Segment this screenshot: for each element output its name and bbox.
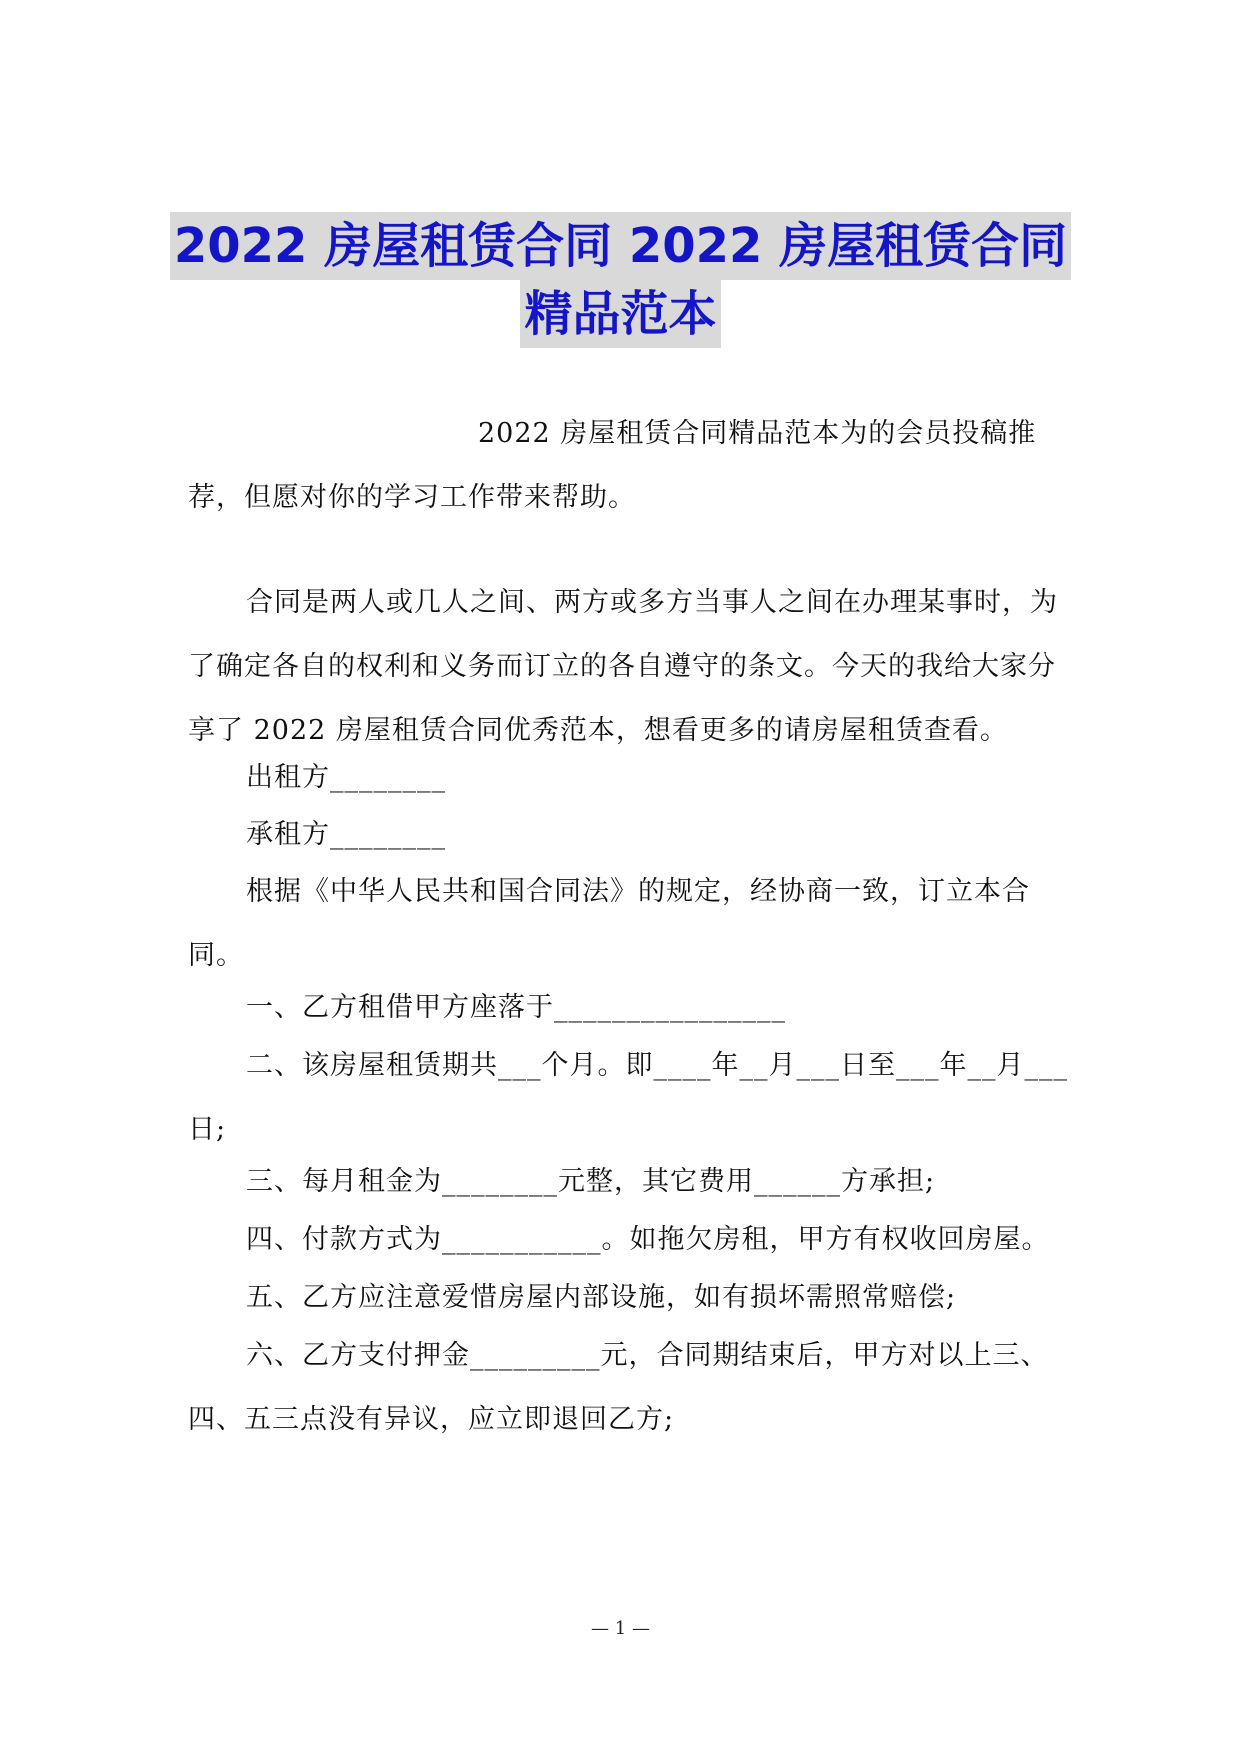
title-line-1: 2022 房屋租赁合同 2022 房屋租赁合同: [170, 212, 1071, 280]
paragraph-basis: 根据《中华人民共和国合同法》的规定，经协商一致，订立本合同。: [188, 876, 1030, 971]
title-line-2: 精品范本: [520, 280, 720, 348]
clause-6: 六、乙方支付押金_________元，合同期结束后，甲方对以上三、四、五三点没有异议，应立即退回乙方;: [188, 1340, 1049, 1435]
document-title: [150, 212, 1091, 348]
clause-1: 一、乙方租借甲方座落于________________: [246, 992, 786, 1023]
paragraph-lessor: 出租方________: [246, 762, 446, 793]
clause-2: 二、该房屋租赁期共___个月。即____年__月___日至___年__月___日;: [188, 1050, 1068, 1145]
clause-4: 四、付款方式为___________。如拖欠房租，甲方有权收回房屋。: [246, 1224, 1050, 1255]
paragraph-1: 合同是两人或几人之间、两方或多方当事人之间在办理某事时，为了确定各自的权利和义务而订立的各自遵守的条文。今天的我给大家分享了 2022 房屋租赁合同优秀范本，想看更多的请房屋租赁查看。: [188, 587, 1058, 746]
intro-paragraph: 2022 房屋租赁合同精品范本为的会员投稿推荐，但愿对你的学习工作带来帮助。: [188, 418, 1037, 513]
page-number: — 1 —: [591, 1618, 650, 1639]
clause-5: 五、乙方应注意爱惜房屋内部设施，如有损坏需照常赔偿;: [246, 1282, 957, 1313]
clause-3: 三、每月租金为________元整，其它费用______方承担;: [246, 1166, 936, 1197]
paragraph-lessee: 承租方________: [246, 819, 446, 850]
